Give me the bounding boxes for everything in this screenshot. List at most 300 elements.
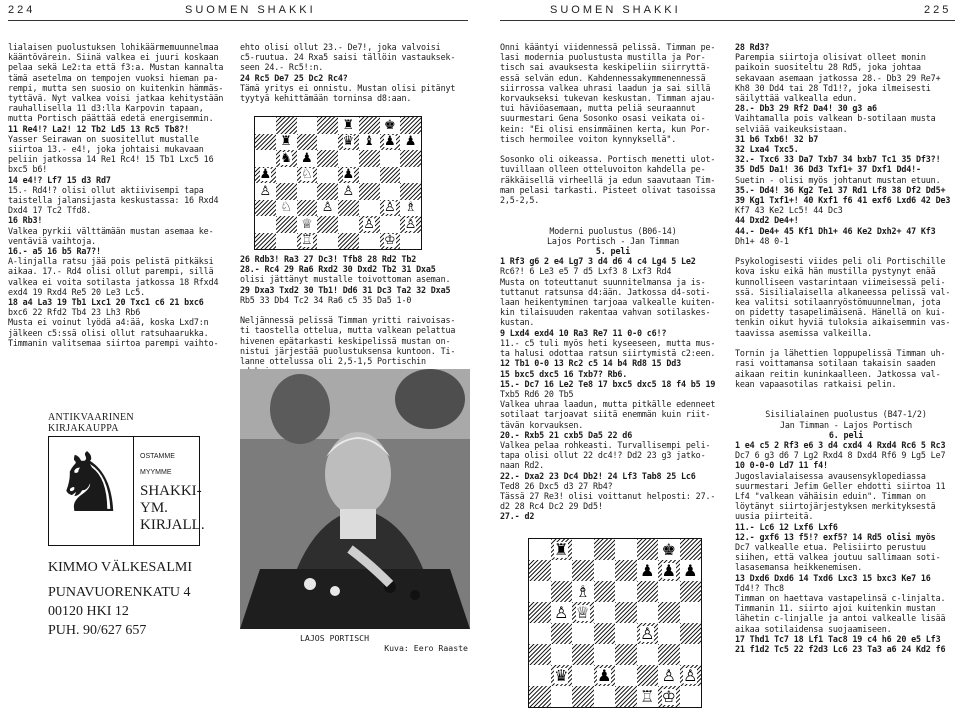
left-page-number: 224 — [8, 4, 36, 16]
text-line: kova isku eikä hän mustilla pystynyt enää — [735, 266, 936, 277]
text-line: rempi, mutta sen suosio on kuitenkin hämmäs- — [8, 82, 224, 93]
board-square — [529, 539, 551, 560]
text-line: 28.- Rc4 29 Ra6 Rxd2 30 Dxd2 Tb2 31 Dxa5 — [240, 264, 436, 275]
text-line: 16.- a5 16 b5 Ra7?! — [8, 246, 101, 257]
board-square — [572, 539, 594, 560]
board-square — [615, 539, 637, 560]
text-line: kea valitsi sotilaanryöstömuunnelman, jota — [735, 297, 941, 308]
text-line: tisch sai avauksesta keskipeliin siirryttä- — [500, 62, 711, 73]
text-line: ehto olisi ollut 23.- De7!, joka valvoisi — [240, 42, 441, 52]
board-square — [338, 134, 359, 151]
left-page-column-2-bottom — [240, 254, 468, 384]
text-line: aikaa. 17.- Rd4 olisi ollut parempi, sillä — [8, 266, 214, 277]
board-square — [276, 167, 297, 184]
text-line: säilyttää valkealla edun. — [735, 93, 858, 104]
board-square — [317, 183, 338, 200]
text-line: tyytyä kehittämään torninsa d8:aan. — [240, 93, 412, 104]
text-line: Sosonko oli oikeassa. Portisch menetti ulot- — [500, 154, 716, 165]
chess-diagram-1 — [254, 116, 422, 250]
chess-piece-icon: ♟ — [259, 167, 272, 183]
ad-logo-word3: KIRJALL. — [140, 517, 205, 533]
chess-piece-icon: ♚ — [661, 539, 676, 559]
board-square — [594, 644, 616, 665]
text-line: laan heikentyminen tarjoaa valkealle kuiten- — [500, 297, 716, 308]
text-line — [735, 389, 957, 399]
chess-piece-icon: ♟ — [404, 134, 417, 150]
text-line: Yasser Seirawan on suositellut mustalle — [8, 133, 199, 144]
chess-piece-icon: ♙ — [554, 602, 569, 622]
chess-piece-icon: ♙ — [640, 623, 655, 643]
board-square — [338, 233, 359, 250]
board-square — [572, 644, 594, 665]
text-line: tämä asetelma on tempojen vuoksi hieman pa- — [8, 72, 219, 83]
text-line: korvaukseksi tukevan keskustan. Timman ajau- — [500, 93, 716, 104]
text-line: 44 Dxd2 De4+! — [735, 215, 799, 226]
board-square — [594, 602, 616, 623]
board-square — [551, 602, 573, 623]
chess-piece-icon: ♙ — [342, 183, 355, 199]
board-square — [658, 560, 680, 581]
board-square — [380, 183, 401, 200]
text-line: siihen, että valkea joutuu sallimaan soti- — [735, 552, 941, 563]
text-line: Txb5 Rd6 20 Tb5 — [500, 388, 574, 399]
chess-piece-icon: ♗ — [404, 200, 417, 216]
text-line: tuttanut ratsunsa d4:ään. Jatkossa d4-soti- — [500, 286, 711, 297]
text-line — [240, 305, 468, 315]
ad-logo-word2: YM. — [140, 500, 168, 516]
text-line: paikoin suositeltu 28 Rd5, joka johtaa — [735, 62, 921, 73]
text-line: lasasemansa heikkenemisen. — [735, 562, 863, 573]
board-square — [529, 686, 551, 707]
text-line: ssä. Sisilialaisella alkaneessa pelissä val- — [735, 286, 951, 297]
text-line: rauhallisella 11 d3:lla Karpovin tapaan, — [8, 103, 204, 114]
board-square — [297, 117, 318, 134]
left-running-head: SUOMEN SHAKKI — [185, 4, 316, 16]
text-line: Ted8 26 Dxc5 d3 27 Rb4? — [500, 480, 613, 491]
board-square — [658, 581, 680, 602]
text-line: Suetin - olisi myös johtanut mustan etuun. — [735, 174, 941, 185]
text-line: lialaisen puolustuksen lohikäärmemuunnelmaa — [8, 42, 219, 52]
chess-piece-icon: ♜ — [280, 134, 292, 150]
ad-logo — [48, 436, 205, 546]
chess-piece-icon: ♝ — [363, 134, 375, 150]
text-line: Dc7 valkealle etua. Pelisiirto perustuu — [735, 541, 926, 552]
text-line — [735, 399, 957, 409]
text-line: 5. peli — [595, 246, 631, 257]
board-square — [680, 623, 702, 644]
board-square — [658, 602, 680, 623]
text-line: uusia piirteitä. — [735, 511, 814, 522]
text-line: naan Rd2. — [500, 460, 545, 471]
knight-icon: ♞ — [53, 437, 127, 531]
text-line: pelaa sekä Le2:ta että f3:a. Mustan kannalta — [8, 62, 224, 73]
ad-logo-sell: MYYMME — [140, 469, 172, 476]
board-square — [359, 117, 380, 134]
board-square — [680, 560, 702, 581]
text-line: rasi voittamansa sotilaan takaisin saaden — [735, 358, 936, 369]
board-square — [380, 200, 401, 217]
text-line: Td4!? Thc8 — [735, 582, 784, 593]
board-square — [637, 539, 659, 560]
board-square — [317, 216, 338, 233]
chess-piece-icon: ♘ — [301, 167, 313, 183]
text-line: 12.- gxf6 13 f5!? exf5? 14 Rd5 olisi myös — [735, 531, 936, 542]
board-square — [317, 117, 338, 134]
text-line: siirtoa 13.- e4!, joka johtaisi mukavaan — [8, 144, 204, 155]
board-square — [637, 644, 659, 665]
text-line: Sisilialainen puolustus (B47-1/2) — [765, 409, 927, 420]
text-line — [500, 144, 726, 154]
text-line: jälkeen c5:ssä olisi ollut ratsuhaarukka. — [8, 327, 209, 338]
text-line: 28 Rd3? — [735, 42, 770, 52]
text-line: Tässä 27 Re3! olisi voittanut helposti: 27.- — [500, 490, 716, 501]
chess-piece-icon: ♙ — [404, 216, 417, 232]
photo-illustration — [240, 369, 470, 629]
ad-title: ANTIKVAARINEN KIRJAKAUPPA — [48, 412, 134, 434]
board-square — [255, 167, 276, 184]
text-line: kunnolliseen vastarintaan viimeisessä peli- — [735, 276, 946, 287]
board-square — [297, 150, 318, 167]
text-line: Valkea uhraa laadun, mutta pitkälle edenneet — [500, 399, 716, 410]
text-line: tuvillaan olleen otteluvoiton kahdella pe- — [500, 164, 706, 175]
board-square — [380, 167, 401, 184]
board-square — [572, 560, 594, 581]
text-line: seen 24.- Rc5!:n. — [240, 62, 324, 73]
text-line: 11 Re4!? La2! 12 Tb2 Ld5 13 Rc5 Tb8?! — [8, 123, 190, 134]
text-line: bxc5 b6! — [8, 164, 48, 175]
text-line: Musta ei voinut lyödä a4:ää, koska Lxd7:n — [8, 317, 209, 328]
board-square — [680, 686, 702, 707]
board-square — [551, 623, 573, 644]
board-square — [359, 183, 380, 200]
text-line: kean vapaasotilas ratkaisi pelin. — [735, 378, 897, 389]
text-line: Musta on toteuttanut suunnitelmansa ja is- — [500, 276, 706, 287]
text-line: sotilaat tarjoavat siitä enemmän kuin riit- — [500, 409, 711, 420]
text-line: taavissa asemissa valkeilla. — [735, 327, 872, 338]
board-square — [529, 581, 551, 602]
board-square — [551, 665, 573, 686]
text-line: Tornin ja lähettien loppupelissä Timman uh- — [735, 348, 946, 359]
text-line: Timman on haettava vastapelinsä c-linjalta. — [735, 592, 946, 603]
board-square — [276, 150, 297, 167]
text-line: 1 e4 c5 2 Rf3 e6 3 d4 cxd4 4 Rxd4 Rc6 5 Rc3 — [735, 439, 946, 450]
chess-piece-icon: ♗ — [575, 581, 590, 601]
board-square — [338, 183, 359, 200]
board-square — [615, 623, 637, 644]
board-square — [380, 150, 401, 167]
right-header-rule — [500, 20, 955, 21]
text-line: aikaan reitin kuninkaalleen. Jatkossa val- — [735, 368, 941, 379]
board-square — [400, 117, 421, 134]
board-square — [317, 233, 338, 250]
ad-street: PUNAVUORENKATU 4 — [48, 585, 191, 600]
board-square — [255, 150, 276, 167]
chess-piece-icon: ♔ — [384, 233, 396, 249]
text-line: 13 Dxd6 Dxd6 14 Txd6 Lxc3 15 bxc3 Ke7 16 — [735, 572, 931, 583]
text-line: Neljännessä pelissä Timman yritti raivoisas- — [240, 315, 456, 326]
text-line — [500, 205, 726, 215]
text-line: Rc6?! 6 Le3 e5 7 d5 Lxf3 8 Lxf3 Rd4 — [500, 266, 672, 277]
text-line: 39 Kg1 Txf1+! 40 Kxf1 f6 41 exf6 Lxd6 42 De3 — [735, 195, 951, 206]
board-square — [276, 134, 297, 151]
board-square — [338, 167, 359, 184]
board-square — [658, 686, 680, 707]
board-square — [572, 602, 594, 623]
board-square — [359, 233, 380, 250]
text-line: 10 0-0-0 Ld7 11 f4! — [735, 460, 828, 471]
board-square — [637, 623, 659, 644]
board-square — [680, 581, 702, 602]
board-square — [255, 216, 276, 233]
board-square — [637, 602, 659, 623]
chess-piece-icon: ♙ — [321, 200, 334, 216]
text-line: 32 Lxa4 Txc5. — [735, 144, 799, 155]
text-line: Dxd4 17 Tc2 Tfd8. — [8, 205, 92, 216]
board-square — [551, 539, 573, 560]
text-line: bxc6 22 Rfd2 Tb4 23 Lh3 Rb6 — [8, 307, 141, 318]
text-line: Jugoslavialaisessa avausensyklopediassa — [735, 470, 926, 481]
board-square — [637, 581, 659, 602]
board-square — [380, 233, 401, 250]
right-running-head: SUOMEN SHAKKI — [550, 4, 681, 16]
chess-piece-icon: ♙ — [259, 183, 272, 199]
text-line: taistella jalansijasta keskustassa: 16 Rxd4 — [8, 195, 219, 206]
text-line: sekavaan asemaan jatkossa 28.- Db3 29 Re7+ — [735, 72, 941, 83]
board-square — [297, 183, 318, 200]
board-square — [529, 665, 551, 686]
text-line: peliin jatkossa 14 Re1 Rc4! 15 Tb1 Lxc5 16 — [8, 154, 214, 165]
text-line: 15 bxc5 dxc5 16 Txb7? Rb6. — [500, 368, 628, 379]
chess-piece-icon: ♜ — [554, 539, 569, 559]
text-line: on pidetty tasapelimäisenä. Hänellä on kui- — [735, 307, 946, 318]
board-square — [551, 686, 573, 707]
text-line: kustan. — [500, 317, 535, 328]
chess-piece-icon: ♛ — [342, 134, 355, 150]
text-line: exd4 19 Rxd4 Re5 20 Le3 Lc5. — [8, 286, 145, 297]
text-line: kin tilaisuuden rakentaa vahvan sotilaskes- — [500, 307, 711, 318]
board-square — [594, 581, 616, 602]
text-line: 1 Rf3 g6 2 e4 Lg7 3 d4 d6 4 c4 Lg4 5 Le2 — [500, 256, 696, 267]
board-square — [380, 216, 401, 233]
text-line: 18 a4 La3 19 Tb1 Lxc1 20 Txc1 c6 21 bxc6 — [8, 297, 204, 308]
text-line: d2 28 Rc4 Dc2 29 Dd5! — [500, 501, 603, 512]
text-line: lähetin c-linjalle ja antoi valkealle lisää — [735, 613, 946, 624]
text-line: tisch hermoilee voiton kynnyksellä". — [500, 133, 677, 144]
bookshop-ad — [48, 412, 205, 702]
board-square — [615, 644, 637, 665]
chess-piece-icon: ♖ — [640, 686, 655, 706]
text-line: aikaa sotilaidensa suojaamiseen. — [735, 623, 892, 634]
board-square — [658, 623, 680, 644]
text-line: 17 Thd1 Tc7 18 Lf1 Tac8 19 c4 h6 20 e5 Lf3 — [735, 633, 941, 644]
chess-piece-icon: ♙ — [661, 665, 676, 685]
left-page-column-2-top — [240, 42, 468, 106]
board-square — [658, 539, 680, 560]
board-square — [317, 167, 338, 184]
chess-piece-icon: ♘ — [280, 200, 292, 216]
chess-piece-icon: ♖ — [301, 233, 313, 249]
text-line: Timmanin 11. siirto ajoi kuitenkin mustan — [735, 603, 936, 614]
board-square — [637, 560, 659, 581]
photo-caption: LAJOS PORTISCH — [300, 633, 370, 643]
chess-diagram-2 — [528, 538, 702, 708]
board-square — [359, 216, 380, 233]
text-line: c5-ruutua. 24 Rxa5 saisi tällöin vastauksek- — [240, 52, 456, 63]
board-square — [359, 150, 380, 167]
chess-piece-icon: ♟ — [661, 560, 676, 580]
text-line — [735, 338, 957, 348]
text-line: man pelasi tarkasti. Pisteet olivat tasoissa — [500, 184, 716, 195]
text-line: olisi jättänyt mustalle toivottoman aseman. — [240, 274, 451, 285]
text-line: ventäviä vaihtoja. — [8, 235, 97, 246]
chess-piece-icon: ♜ — [342, 117, 355, 133]
board-square — [658, 665, 680, 686]
board-square — [359, 134, 380, 151]
board-square — [572, 581, 594, 602]
text-line: tapa olisi ollut 22 dc4!? Dd2 23 g3 jatko- — [500, 450, 706, 461]
text-line: mutta Portisch päättää edetä energisemmin. — [8, 113, 214, 124]
board-square — [400, 200, 421, 217]
text-line: Rb5 33 Db4 Tc2 34 Ra6 c5 35 Da5 1-0 — [240, 294, 412, 305]
board-square — [317, 134, 338, 151]
board-square — [572, 623, 594, 644]
text-line: 24 Rc5 De7 25 Dc2 Rc4? — [240, 72, 348, 83]
text-line — [735, 246, 957, 256]
text-line: lasi modernia puolustusta mustilla ja Por- — [500, 52, 706, 63]
board-square — [637, 686, 659, 707]
board-square — [297, 134, 318, 151]
board-square — [338, 200, 359, 217]
board-square — [529, 644, 551, 665]
text-line: selviää vaikeuksistaan. — [735, 123, 848, 134]
board-square — [297, 167, 318, 184]
board-square — [317, 150, 338, 167]
text-line: kein: "Ei olisi ensimmäinen kerta, kun Por- — [500, 123, 711, 134]
text-line: 15.- Rd4!? olisi ollut aktiivisempi tapa — [8, 184, 204, 195]
board-square — [400, 134, 421, 151]
board-square — [338, 216, 359, 233]
text-line: siirrossa valkea uhrasi laadun ja sai sillä — [500, 82, 711, 93]
chess-piece-icon: ♟ — [342, 167, 355, 183]
board-square — [680, 665, 702, 686]
text-line: Moderni puolustus (B06-14) — [549, 225, 677, 236]
text-line: valkea ei voita sotilasta jatkossa 18 Rfxd4 — [8, 276, 219, 287]
text-line: 35.- Dd4! 36 Kg2 Te1 37 Rd1 Lf8 38 Df2 Dd5+ — [735, 184, 946, 195]
ad-phone: PUH. 90/627 657 — [48, 623, 147, 638]
text-line: tui häviöasemaan, mutta peliä seuraannut — [500, 103, 696, 114]
board-square — [317, 200, 338, 217]
text-line: ta halusi odottaa ratsun siirtymistä c2:een. — [500, 348, 716, 359]
board-square — [276, 117, 297, 134]
text-line: löytänyt siirtojärjestyksen merkityksestä — [735, 501, 936, 512]
board-square — [551, 560, 573, 581]
text-line: Kh8 30 Dd4 tai 28 Td1!?, joka ilmeisesti — [735, 82, 931, 93]
text-line: 2,5-2,5. — [500, 195, 540, 206]
text-line: A-linjalla ratsu jää pois pelistä pitkäksi — [8, 256, 214, 267]
board-square — [400, 150, 421, 167]
chess-piece-icon: ♛ — [554, 665, 569, 685]
board-square — [615, 581, 637, 602]
board-square — [615, 560, 637, 581]
board-square — [529, 623, 551, 644]
board-square — [594, 686, 616, 707]
chess-piece-icon: ♙ — [384, 200, 396, 216]
chess-piece-icon: ♟ — [683, 560, 698, 580]
board-square — [255, 183, 276, 200]
chess-piece-icon: ♟ — [301, 150, 313, 166]
text-line: lanne ottelussa oli 2,5-1,5 Portischin — [240, 356, 426, 367]
board-square — [615, 665, 637, 686]
board-square — [359, 200, 380, 217]
text-line: Dh1+ 48 0-1 — [735, 235, 789, 246]
board-square — [680, 644, 702, 665]
text-line: räkkäisellä virheellä ja edun saavutaan Tim- — [500, 174, 716, 185]
board-square — [551, 644, 573, 665]
board-square — [400, 216, 421, 233]
board-square — [658, 644, 680, 665]
board-square — [276, 216, 297, 233]
chess-piece-icon: ♚ — [384, 117, 396, 133]
ad-address — [48, 558, 192, 640]
chess-piece-icon: ♟ — [597, 665, 612, 685]
text-line: 35 Dd5 Da1! 36 Dd3 Txf1+ 37 Dxf1 Dd4!- — [735, 164, 921, 175]
text-line: hivenen epätarkasti keskipelissä mustan on- — [240, 335, 451, 346]
board-square — [255, 117, 276, 134]
text-line: 9 Lxd4 exd4 10 Ra3 Re7 11 0-0 c6!? — [500, 327, 667, 338]
text-line: essä selvän edun. Kahdennessakymmenennessä — [500, 72, 706, 83]
text-line: 14 e4!? Lf7 15 d3 Rd7 — [8, 174, 111, 185]
board-square — [359, 167, 380, 184]
left-page-column-1 — [8, 42, 234, 372]
text-line: 11.- c5 tuli myös heti kyseeseen, mutta mus- — [500, 337, 716, 348]
chess-piece-icon: ♞ — [280, 150, 292, 166]
board-square — [297, 200, 318, 217]
photo-credit: Kuva: Eero Raaste — [384, 643, 468, 653]
chess-piece-icon: ♟ — [384, 134, 396, 150]
board-square — [572, 686, 594, 707]
text-line: 27.- d2 — [500, 511, 535, 522]
text-line: 16 Rb3! — [8, 215, 43, 226]
chess-piece-icon: ♕ — [575, 602, 590, 622]
right-page-column-1 — [500, 42, 726, 534]
chess-piece-icon: ♙ — [363, 216, 375, 232]
board-square — [637, 665, 659, 686]
board-square — [255, 134, 276, 151]
board-square — [594, 539, 616, 560]
chess-piece-icon: ♟ — [640, 560, 655, 580]
text-line: Valkea pelaa rohkeasti. Turvallisempi peli- — [500, 439, 711, 450]
board-square — [255, 233, 276, 250]
text-line: Lajos Portisch - Jan Timman — [546, 235, 680, 246]
board-square — [255, 200, 276, 217]
portisch-photo — [240, 369, 470, 629]
board-square — [594, 623, 616, 644]
text-line: Vaihtamalla pois valkean b-sotilaan musta — [735, 113, 936, 124]
board-square — [276, 183, 297, 200]
left-header-rule — [8, 20, 468, 21]
text-line: 31 b6 Txb6! 32 b7 — [735, 133, 819, 144]
board-square — [276, 233, 297, 250]
text-line: tävän korvauksen. — [500, 419, 584, 430]
text-line: kääntövärein. Siinä valkea ei juuri koskaan — [8, 52, 219, 63]
board-square — [572, 665, 594, 686]
text-line: 20.- Rxb5 21 cxb5 Da5 22 d6 — [500, 429, 633, 440]
chess-piece-icon: ♔ — [661, 686, 676, 706]
text-line: Jan Timman - Lajos Portisch — [779, 419, 913, 430]
text-line: suurmestari Gena Sosonko osasi veikata oi- — [500, 113, 706, 124]
board-square — [615, 686, 637, 707]
ad-name: KIMMO VÄLKESALMI — [48, 560, 193, 575]
